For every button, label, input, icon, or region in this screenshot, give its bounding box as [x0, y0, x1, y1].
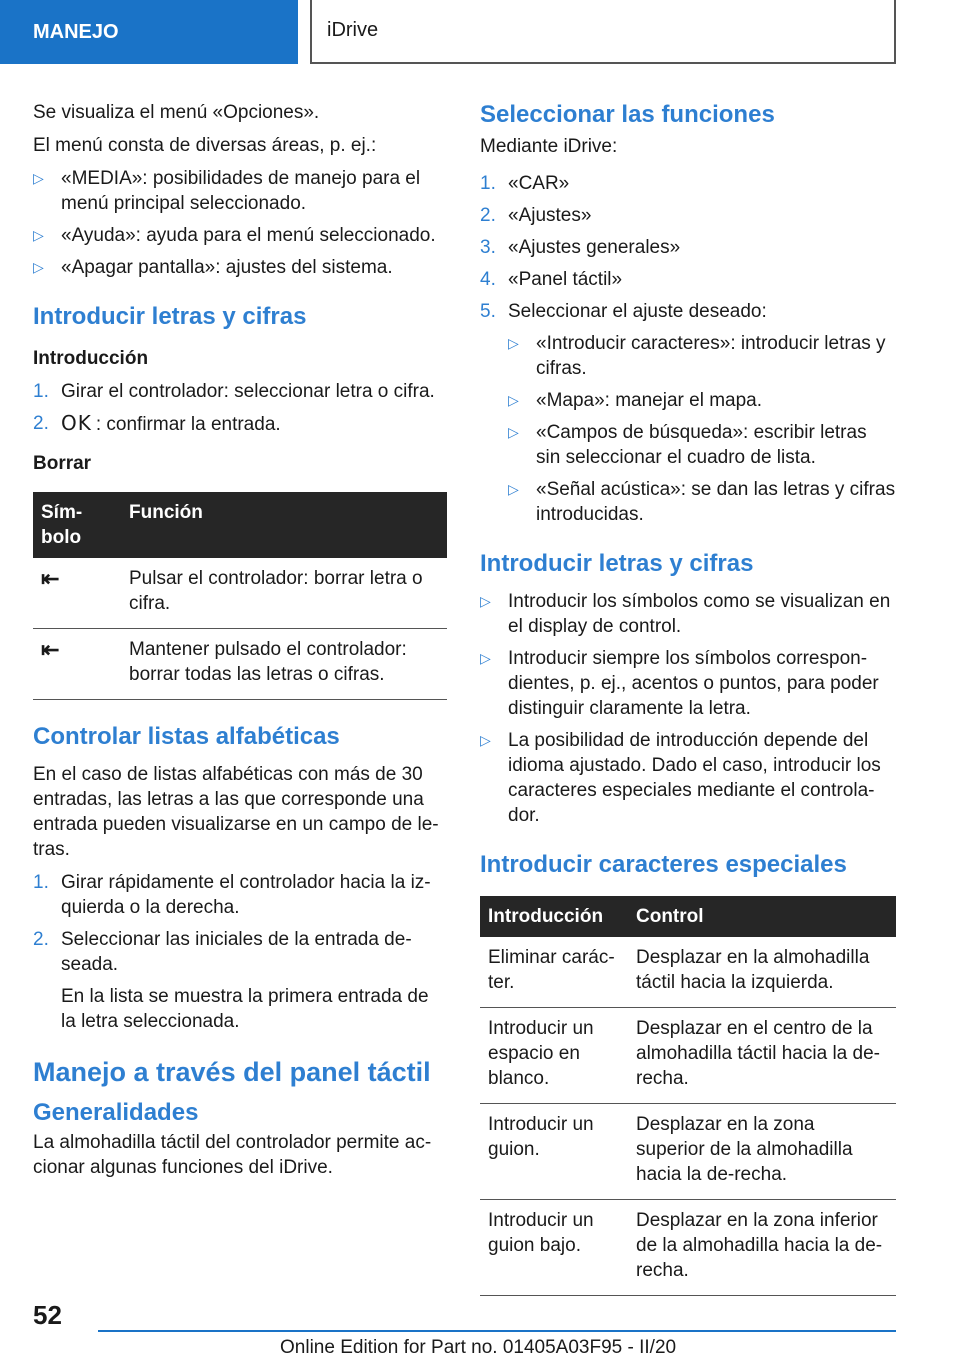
table-row: Introducir un guion. Desplazar en la zona superior de la almohadilla hacia la de-recha.	[480, 1104, 896, 1200]
list-item: ▷ «MEDIA»: posibilidades de manejo para el menú principal seleccionado.	[33, 168, 421, 214]
table-header: Función	[121, 492, 447, 558]
section-tab: MANEJO	[0, 0, 298, 64]
heading-funciones: Seleccionar las funciones	[480, 101, 775, 128]
triangle-right-icon: ▷	[508, 424, 519, 440]
paragraph: El menú consta de diversas áreas, p. ej.:	[33, 135, 377, 156]
triangle-right-icon: ▷	[508, 335, 519, 351]
paragraph: En el caso de listas alfabéticas con más de 30 entradas, las letras a las que corresponde una entrada pueden visualizarse en un campo de le-tras.	[33, 764, 439, 860]
table-header: Sím- bolo	[33, 492, 121, 558]
chapter-title: iDrive	[310, 0, 896, 64]
table-row: ⇤ Mantener pulsado el controlador: borrar todas las letras o cifras.	[33, 629, 447, 700]
triangle-right-icon: ▷	[33, 259, 44, 275]
footer-divider	[98, 1330, 896, 1332]
triangle-right-icon: ▷	[480, 732, 491, 748]
triangle-right-icon: ▷	[480, 650, 491, 666]
steps-list	[33, 379, 447, 437]
heading-introduccion: Introducción	[33, 348, 149, 369]
options-list	[33, 166, 447, 280]
backspace-icon: ⇤	[33, 558, 121, 629]
step-item: 2. Seleccionar las iniciales de la entrada de-seada. En la lista se muestra la primera entrada de la letra seleccionada.	[33, 927, 447, 1034]
list-item: ▷ «Ayuda»: ayuda para el menú seleccionado.	[33, 225, 436, 246]
step-item: 3. «Ajustes generales»	[480, 237, 681, 258]
footer-edition: Online Edition for Part no. 01405A03F95 - II/20	[280, 1337, 677, 1358]
list-item: ▷ Introducir siempre los símbolos correspon-dientes, p. ej., acentos o puntos, para poder distinguir claramente la letra.	[480, 648, 879, 719]
list-item: ▷ «Introducir caracteres»: introducir letras y cifras.	[508, 333, 886, 379]
special-chars-table	[480, 896, 896, 1296]
step-item: 4. «Panel táctil»	[480, 269, 623, 290]
backspace-icon: ⇤	[33, 629, 121, 700]
heading-generalidades: Generalidades	[33, 1099, 199, 1126]
heading-letras-right: Introducir letras y cifras	[480, 550, 754, 577]
table-row: ⇤ Pulsar el controlador: borrar letra o cifra.	[33, 558, 447, 629]
list-item: ▷ «Señal acústica»: se dan las letras y cifras introducidas.	[508, 479, 896, 525]
triangle-right-icon: ▷	[508, 392, 519, 408]
letras-list	[480, 589, 896, 828]
step-item: 2. «Ajustes»	[480, 205, 592, 226]
triangle-right-icon: ▷	[33, 170, 44, 186]
table-row: Introducir un espacio en blanco. Desplazar en el centro de la almohadilla táctil hacia la de-recha.	[480, 1008, 896, 1104]
settings-sublist	[508, 331, 896, 527]
list-item: ▷ La posibilidad de introducción depende del idioma ajustado. Dado el caso, introducir los caracteres especiales mediante el controla-dor.	[480, 730, 881, 826]
page-number: 52	[33, 1300, 62, 1330]
paragraph: Se visualiza el menú «Opciones».	[33, 102, 320, 123]
triangle-right-icon: ▷	[508, 481, 519, 497]
heading-especiales: Introducir caracteres especiales	[480, 851, 847, 878]
step-item: 1. Girar el controlador: seleccionar letra o cifra.	[33, 381, 435, 402]
right-column	[480, 100, 896, 1304]
step-item: 5. Seleccionar el ajuste deseado: ▷ «Introducir caracteres»: introducir letras y cifras. ▷ «Mapa»: manejar el mapa. ▷ «Campos de búsqueda»: escribir letras sin seleccionar el cuadro de lista. ▷ «Señal acústica»: se dan las letras y cifras introducidas.	[480, 301, 896, 525]
heading-listas: Controlar listas alfabéticas	[33, 723, 340, 750]
table-header: Control	[628, 896, 896, 937]
function-steps	[480, 171, 896, 527]
triangle-right-icon: ▷	[33, 227, 44, 243]
step-item: 2. OK : confirmar la entrada.	[33, 411, 281, 435]
list-item: ▷ «Mapa»: manejar el mapa.	[508, 390, 763, 411]
table-header: Introducción	[480, 896, 628, 937]
heading-borrar: Borrar	[33, 453, 92, 474]
list-item: ▷ «Campos de búsqueda»: escribir letras sin seleccionar el cuadro de lista.	[508, 422, 867, 468]
paragraph: La almohadilla táctil del controlador permite ac-cionar algunas funciones del iDrive.	[33, 1132, 432, 1178]
list-item: ▷ Introducir los símbolos como se visualizan en el display de control.	[480, 591, 891, 637]
table-row: Eliminar carác-ter. Desplazar en la almohadilla táctil hacia la izquierda.	[480, 937, 896, 1008]
paragraph: Mediante iDrive:	[480, 136, 618, 157]
table-row: Introducir un guion bajo. Desplazar en la zona inferior de la almohadilla hacia la de-recha.	[480, 1200, 896, 1296]
heading-letras: Introducir letras y cifras	[33, 303, 307, 330]
list-item: ▷ «Apagar pantalla»: ajustes del sistema.	[33, 257, 393, 278]
step-note: En la lista se muestra la primera entrada de la letra seleccionada.	[61, 986, 429, 1032]
triangle-right-icon: ▷	[480, 593, 491, 609]
ok-button-icon: OK	[61, 411, 92, 435]
step-item: 1. Girar rápidamente el controlador hacia la iz-quierda o la derecha.	[33, 872, 431, 918]
delete-table	[33, 492, 447, 700]
heading-panel: Manejo a través del panel táctil	[33, 1057, 431, 1087]
left-column	[33, 100, 447, 1188]
step-item: 1. «CAR»	[480, 173, 570, 194]
listas-steps	[33, 870, 447, 1034]
